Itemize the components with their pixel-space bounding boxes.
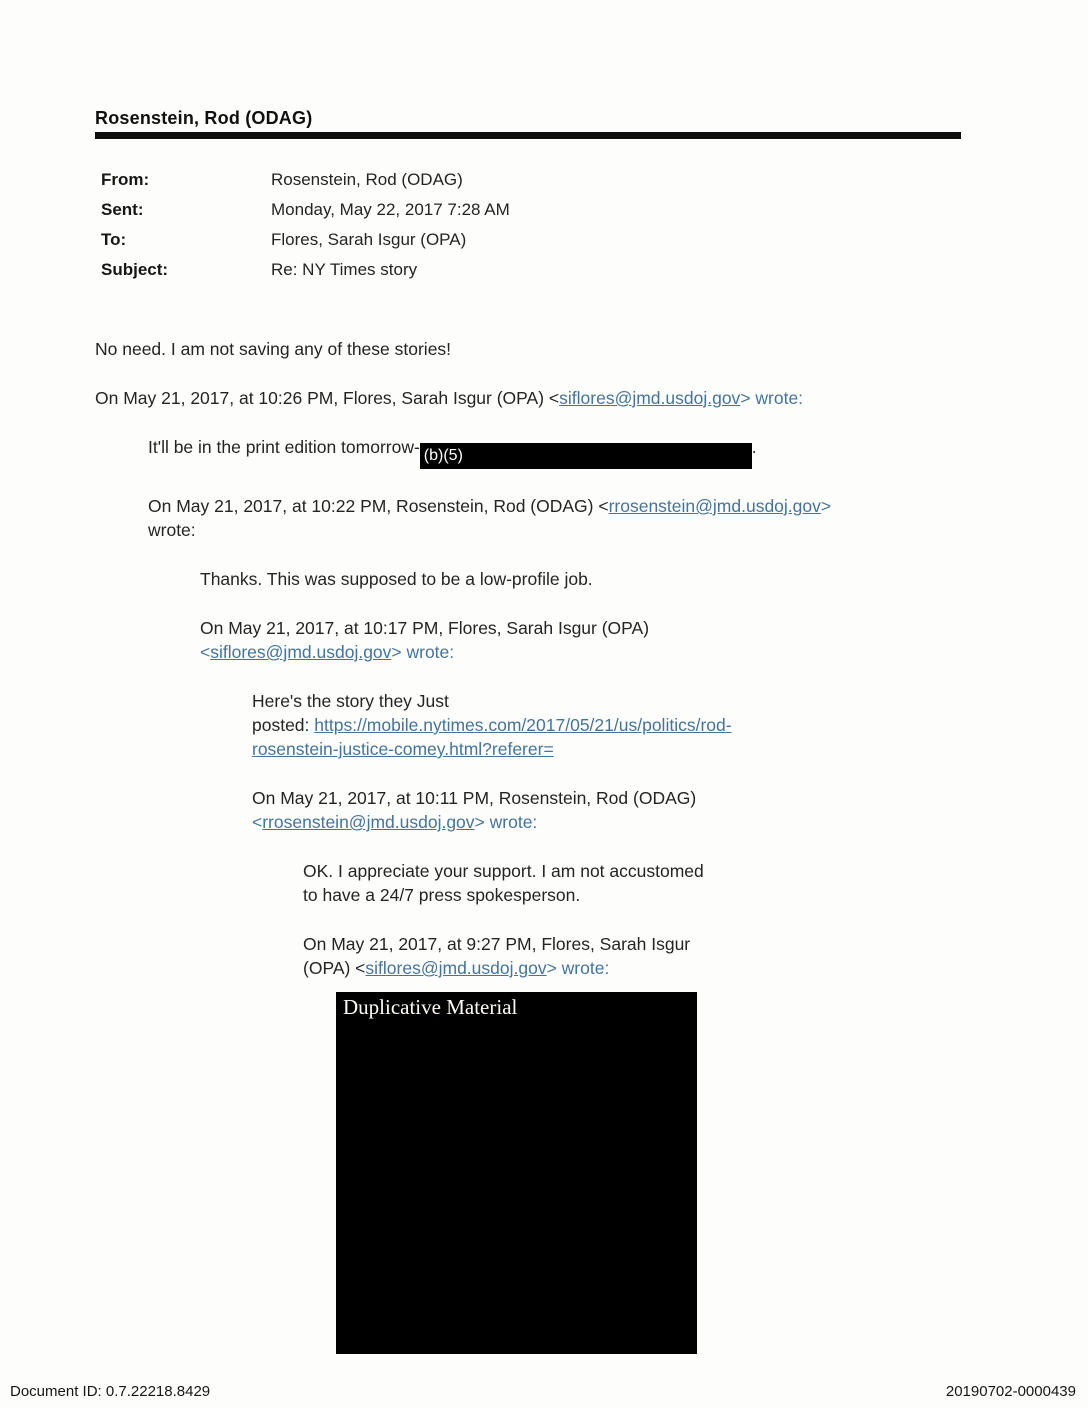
quote3-posted-label: posted: — [252, 715, 315, 735]
email-link-rrosenstein-2[interactable]: rrosenstein@jmd.usdoj.gov — [262, 812, 475, 832]
quote3-text-line3 — [252, 737, 967, 761]
quote5-opa-label: (OPA) < — [303, 958, 366, 978]
quote2-attribution-line2: wrote: — [148, 520, 196, 540]
redaction-exemption-label: (b)(5) — [423, 447, 463, 464]
quote4-text-line2: to have a 24/7 press spokesperson. — [303, 885, 581, 905]
quote5-attribution-suffix: > wrote: — [546, 958, 610, 978]
quote4-bracket-open: < — [252, 812, 263, 832]
meta-row-to — [101, 225, 967, 255]
meta-value-to: Flores, Sarah Isgur (OPA) — [271, 230, 467, 249]
meta-value-subject: Re: NY Times story — [271, 260, 418, 279]
document-id: Document ID: 0.7.22218.8429 — [10, 1383, 211, 1400]
meta-value-from: Rosenstein, Rod (ODAG) — [271, 170, 463, 189]
quote1-text-pre: It'll be in the print edition tomorrow- — [148, 437, 420, 457]
quote5-attribution-line1: On May 21, 2017, at 9:27 PM, Flores, Sarah Isgur — [303, 934, 691, 954]
quote3-attribution-line1: On May 21, 2017, at 10:17 PM, Flores, Sarah Isgur (OPA) — [200, 618, 650, 638]
nytimes-url-line1[interactable]: https://mobile.nytimes.com/2017/05/21/us/politics/rod- — [314, 715, 732, 735]
meta-row-from — [101, 165, 967, 195]
email-link-siflores-2[interactable]: siflores@jmd.usdoj.gov — [210, 642, 392, 662]
meta-value-sent: Monday, May 22, 2017 7:28 AM — [271, 200, 510, 219]
email-link-siflores-3[interactable]: siflores@jmd.usdoj.gov — [365, 958, 547, 978]
quote2-attribution-text: On May 21, 2017, at 10:22 PM, Rosenstein, Rod (ODAG) < — [148, 496, 609, 516]
quote4-attribution — [252, 786, 967, 834]
redaction-box-label: Duplicative Material — [343, 995, 518, 1019]
meta-label-subject: Subject: — [101, 260, 169, 279]
email-meta-block — [101, 165, 967, 285]
email-body — [95, 337, 967, 1354]
quote5-attribution-line2 — [303, 956, 967, 980]
meta-label-from: From: — [101, 170, 150, 189]
quote1-text — [148, 435, 967, 469]
meta-label-to: To: — [101, 230, 127, 249]
quote5-attribution — [303, 932, 967, 980]
quote3-attribution-suffix: > wrote: — [391, 642, 455, 662]
quote2-attribution — [148, 494, 967, 542]
quote1-attribution-suffix: > wrote: — [740, 388, 804, 408]
redaction-box-duplicative-material — [336, 992, 697, 1354]
header-rule — [95, 132, 961, 139]
redaction-bar-b5 — [420, 443, 752, 469]
quote3-attribution-line2 — [200, 640, 967, 664]
quote3-attribution — [200, 616, 967, 664]
email-link-siflores[interactable]: siflores@jmd.usdoj.gov — [559, 388, 741, 408]
quote1-attribution-text: On May 21, 2017, at 10:26 PM, Flores, Sarah Isgur (OPA) < — [95, 388, 560, 408]
quote3-text-line2 — [252, 713, 967, 737]
quote2-attribution-suffix: > — [820, 496, 832, 516]
meta-row-subject — [101, 255, 967, 285]
quote2-attribution-line1 — [148, 494, 967, 518]
quote4-attribution-line2 — [252, 810, 967, 834]
message-top-text: No need. I am not saving any of these stories! — [95, 339, 452, 359]
document-header-name: Rosenstein, Rod (ODAG) — [95, 108, 313, 128]
meta-row-sent — [101, 195, 967, 225]
quote2-text: Thanks. This was supposed to be a low-profile job. — [200, 569, 593, 589]
quote3-bracket-open: < — [200, 642, 211, 662]
quote4-text-line1: OK. I appreciate your support. I am not accustomed — [303, 861, 704, 881]
email-link-rrosenstein[interactable]: rrosenstein@jmd.usdoj.gov — [608, 496, 821, 516]
quote3-text-line1: Here's the story they Just — [252, 691, 449, 711]
meta-label-sent: Sent: — [101, 200, 144, 219]
quote1-text-post: . — [751, 437, 757, 457]
quote3-text — [252, 689, 967, 761]
quote1-attribution — [95, 386, 967, 410]
bates-number: 20190702-0000439 — [945, 1383, 1076, 1400]
nytimes-url-line2[interactable]: rosenstein-justice-comey.html?referer= — [252, 739, 554, 759]
quote4-attribution-line1: On May 21, 2017, at 10:11 PM, Rosenstein, Rod (ODAG) — [252, 788, 697, 808]
quote4-attribution-suffix: > wrote: — [474, 812, 538, 832]
email-document — [95, 108, 967, 1354]
quote4-text — [303, 859, 967, 907]
